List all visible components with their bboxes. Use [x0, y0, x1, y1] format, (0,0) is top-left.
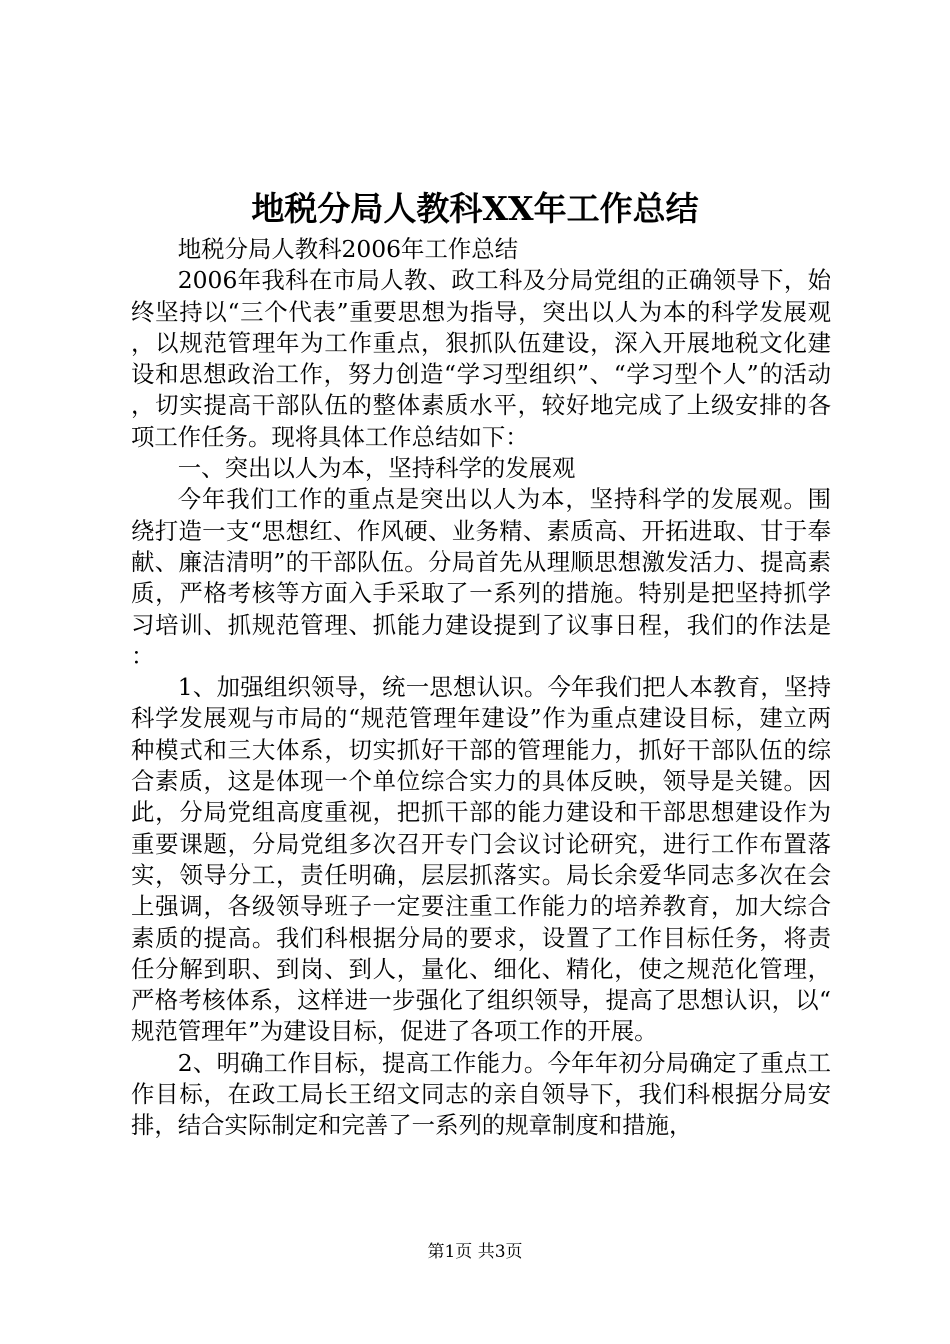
paragraph-item-2: 2、明确工作目标，提高工作能力。今年年初分局确定了重点工作目标，在政工局长王绍文同志的亲自领导下，我们科根据分局安排，结合实际制定和完善了一系列的规章制度和措施， — [131, 1048, 831, 1140]
document-body — [131, 234, 831, 1142]
paragraph-subtitle: 地税分局人教科2006年工作总结 — [177, 235, 519, 263]
paragraph-intro: 2006年我科在市局人教、政工科及分局党组的正确领导下，始终坚持以“三个代表”重要思想为指导，突出以人为本的科学发展观，以规范管理年为工作重点，狠抓队伍建设，深入开展地税文化建设和思想政治工作，努力创造“学习型组织”、“学习型个人”的活动，切实提高干部队伍的整体素质水平，较好地完成了上级安排的各项工作任务。现将具体工作总结如下： — [131, 266, 831, 451]
document-title: 地税分局人教科XX年工作总结 — [251, 189, 699, 228]
section-heading-1: 一、突出以人为本，坚持科学的发展观 — [177, 454, 576, 483]
paragraph-item-1: 1、加强组织领导，统一思想认识。今年我们把人本教育，坚持科学发展观与市局的“规范管理年建设”作为重点建设目标，建立两种模式和三大体系，切实抓好干部的管理能力，抓好干部队伍的综合素质，这是体现一个单位综合实力的具体反映，领导是关键。因此，分局党组高度重视，把抓干部的能力建设和干部思想建设作为重要课题，分局党组多次召开专门会议讨论研究，进行工作布置落实，领导分工，责任明确，层层抓落实。局长余爱华同志多次在会上强调，各级领导班子一定要注重工作能力的培养教育，加大综合素质的提高。我们科根据分局的要求，设置了工作目标任务，将责任分解到职、到岗、到人，量化、细化、精化，使之规范化管理，严格考核体系，这样进一步强化了组织领导，提高了思想认识，以“规范管理年”为建设目标，促进了各项工作的开展。 — [131, 673, 831, 1046]
paragraph-section-1: 今年我们工作的重点是突出以人为本，坚持科学的发展观。围绕打造一支“思想红、作风硬、业务精、素质高、开拓进取、甘于奉献、廉洁清明”的干部队伍。分局首先从理顺思想激发活力、提高素质，严格考核等方面入手采取了一系列的措施。特别是把坚持抓学习培训、抓规范管理、抓能力建设提到了议事日程，我们的作法是： — [131, 485, 831, 670]
page-number-footer: 第1页 共3页 — [427, 1242, 523, 1262]
